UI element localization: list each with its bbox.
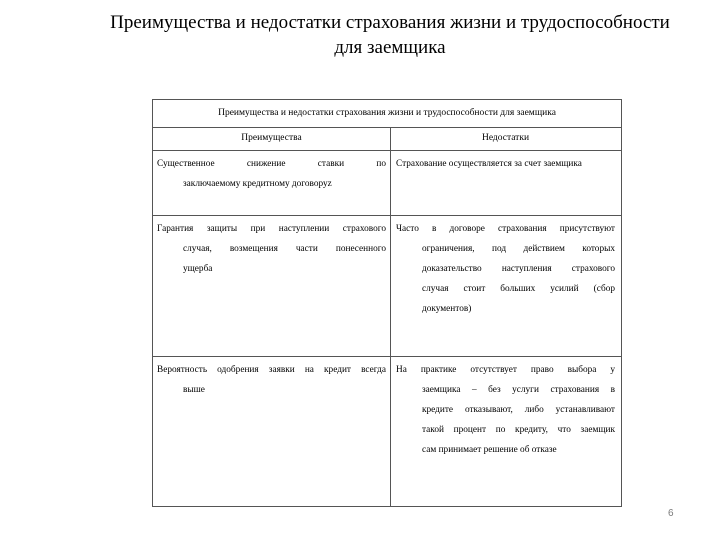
table-row	[153, 356, 621, 506]
table-header-row	[153, 127, 621, 150]
disadvantage-cell	[390, 150, 621, 215]
advantage-text-line: Вероятность одобрения заявки на кредит всегда	[157, 365, 386, 375]
disadvantage-text-line: ограничения, под действием которых	[422, 244, 615, 254]
table-caption: Преимущества и недостатки страхования жизни и трудоспособности для заемщика	[218, 108, 556, 118]
disadvantage-cell	[390, 356, 621, 506]
disadvantage-text-line: сам принимает решение об отказе	[422, 445, 557, 455]
header-advantages: Преимущества	[241, 133, 302, 143]
advantage-text-line: заключаемому кредитному договоруz	[183, 179, 332, 189]
slide-title	[60, 10, 720, 60]
disadvantage-text-line: такой процент по кредиту, что заемщик	[422, 425, 615, 435]
comparison-table	[152, 99, 622, 507]
advantage-cell	[153, 356, 390, 506]
page-number: 6	[668, 508, 674, 519]
disadvantage-text-line: заемщика – без услуги страхования в	[422, 385, 615, 395]
advantage-cell	[153, 215, 390, 356]
advantage-text-line: Существенное снижение ставки по	[157, 159, 386, 169]
slide-title-line-2: для заемщика	[334, 37, 446, 58]
disadvantage-text-line: Часто в договоре страхования присутствуют	[396, 224, 615, 234]
disadvantage-text-line: Страхование осуществляется за счет заемщика	[396, 159, 582, 169]
advantage-text-line: выше	[183, 385, 205, 395]
table-row	[153, 150, 621, 215]
disadvantage-cell	[390, 215, 621, 356]
advantage-cell	[153, 150, 390, 215]
advantage-text-line: случая, возмещения части понесенного	[183, 244, 386, 254]
advantage-text-line: Гарантия защиты при наступлении страхового	[157, 224, 386, 234]
disadvantage-text-line: документов)	[422, 304, 472, 314]
disadvantage-text-line: случая стоит больших усилий (сбор	[422, 284, 615, 294]
header-disadvantages: Недостатки	[481, 133, 530, 143]
advantage-text-line: ущерба	[183, 264, 213, 274]
disadvantage-text-line: кредите отказывают, либо устанавливают	[422, 405, 615, 415]
slide-title-line-1: Преимущества и недостатки страхования жизни и трудоспособности	[110, 12, 670, 33]
disadvantage-text-line: На практике отсутствует право выбора у	[396, 365, 615, 375]
table-caption-row	[153, 100, 621, 127]
disadvantage-text-line: доказательство наступления страхового	[422, 264, 615, 274]
table-row	[153, 215, 621, 356]
